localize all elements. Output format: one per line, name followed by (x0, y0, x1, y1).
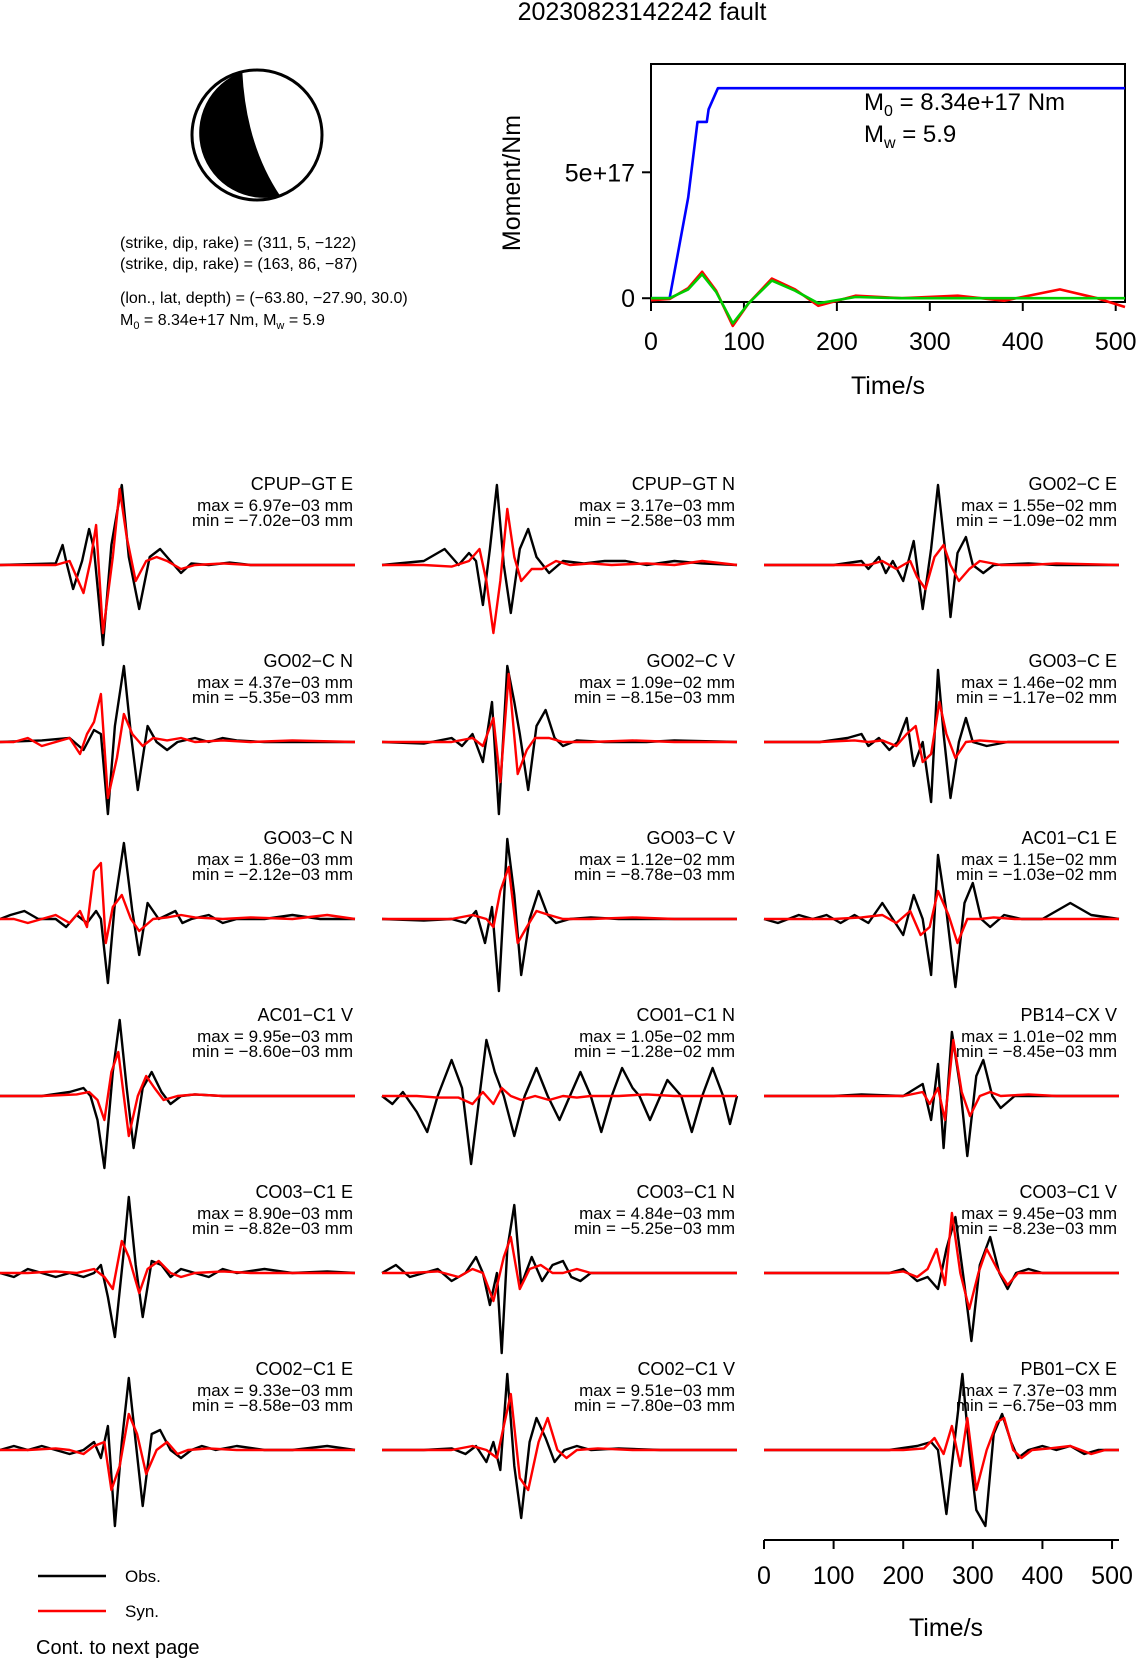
nodal-plane-2: (strike, dip, rake) = (163, 86, −87) (120, 256, 358, 273)
legend-syn-label: Syn. (125, 1602, 160, 1621)
station-max: max = 1.05e−02 mm (579, 1027, 735, 1046)
synthetic-waveform (0, 1241, 355, 1293)
mechanism-info (120, 235, 408, 332)
station-min: min = −2.58e−03 mm (573, 511, 735, 530)
waveform-panel (0, 1359, 355, 1526)
waveform-panel (382, 474, 737, 633)
nodal-plane-1: (strike, dip, rake) = (311, 5, −122) (120, 235, 357, 252)
station-min: min = −8.58e−03 mm (191, 1396, 353, 1415)
station-max: max = 9.51e−03 mm (579, 1381, 735, 1400)
waveform-panel (764, 474, 1119, 617)
waveform-panel (382, 1359, 737, 1518)
station-name: CO03−C1 E (255, 1182, 353, 1202)
time-axis-tick-label: 400 (1021, 1562, 1064, 1590)
station-max: max = 9.33e−03 mm (197, 1381, 353, 1400)
station-max: max = 1.01e−02 mm (961, 1027, 1117, 1046)
waveform-panel (764, 651, 1119, 802)
synthetic-waveform (764, 702, 1119, 762)
moment-rate-fit-line (651, 274, 1125, 323)
station-max: max = 1.09e−02 mm (579, 673, 735, 692)
waveform-legend (38, 1567, 161, 1621)
station-min: min = −8.45e−03 mm (955, 1042, 1117, 1061)
station-max: max = 9.95e−03 mm (197, 1027, 353, 1046)
moment-xtick-label: 500 (1094, 328, 1137, 356)
moment-plot-xlabel: Time/s (850, 372, 926, 400)
waveform-panel (764, 828, 1119, 987)
waveform-panel (382, 828, 737, 991)
station-min: min = −5.35e−03 mm (191, 688, 353, 707)
waveform-panel (0, 474, 355, 645)
moment-xtick-label: 0 (644, 328, 658, 356)
station-name: CPUP−GT N (631, 474, 735, 494)
waveform-time-axis (757, 1540, 1133, 1590)
station-name: GO03−C N (263, 828, 353, 848)
station-min: min = −7.02e−03 mm (191, 511, 353, 530)
waveform-grid (0, 474, 1119, 1526)
station-min: min = −1.28e−02 mm (573, 1042, 735, 1061)
station-max: max = 7.37e−03 mm (961, 1381, 1117, 1400)
moment-plot-mw-annotation: $M_w = 5.9$ (864, 121, 957, 152)
focal-mechanism-beachball (192, 70, 322, 200)
station-name: CO01−C1 N (636, 1005, 735, 1025)
station-min: min = −1.09e−02 mm (955, 511, 1117, 530)
station-max: max = 1.12e−02 mm (579, 850, 735, 869)
moment-ytick-label: 0 (621, 285, 635, 314)
moment-plot (498, 64, 1137, 400)
station-max: max = 4.37e−03 mm (197, 673, 353, 692)
waveform-panel (0, 828, 355, 983)
station-name: PB14−CX V (1020, 1005, 1117, 1025)
station-max: max = 8.90e−03 mm (197, 1204, 353, 1223)
waveform-panel (764, 1359, 1119, 1526)
moment-ytick-label: 5e+17 (564, 159, 635, 188)
station-min: min = −8.60e−03 mm (191, 1042, 353, 1061)
station-name: GO02−C N (263, 651, 353, 671)
station-max: max = 9.45e−03 mm (961, 1204, 1117, 1223)
moment-plot-ylabel: Moment/Nm (498, 114, 526, 252)
station-name: CO03−C1 V (1019, 1182, 1117, 1202)
station-name: GO03−C V (646, 828, 735, 848)
time-axis-tick-label: 300 (951, 1562, 994, 1590)
time-axis-tick-label: 200 (882, 1562, 925, 1590)
waveform-panel (0, 1005, 355, 1168)
station-min: min = −8.78e−03 mm (573, 865, 735, 884)
legend-obs-label: Obs. (125, 1567, 161, 1586)
station-name: CPUP−GT E (250, 474, 353, 494)
station-min: min = −8.23e−03 mm (955, 1219, 1117, 1238)
station-max: max = 6.97e−03 mm (197, 496, 353, 515)
station-max: max = 1.15e−02 mm (961, 850, 1117, 869)
station-name: AC01−C1 V (257, 1005, 353, 1025)
time-axis-tick-label: 0 (757, 1562, 771, 1590)
station-name: GO03−C E (1028, 651, 1117, 671)
waveform-panel (0, 1182, 355, 1337)
station-max: max = 1.86e−03 mm (197, 850, 353, 869)
moment-plot-m0-annotation: $M_0 = 8.34e+17$ Nm (864, 89, 1066, 120)
moment-xtick-label: 100 (723, 328, 765, 356)
waveform-panel (382, 651, 737, 814)
station-name: PB01−CX E (1020, 1359, 1117, 1379)
station-name: CO02−C1 E (255, 1359, 353, 1379)
waveform-time-axis-label: Time/s (908, 1614, 984, 1642)
waveform-panel (382, 1182, 737, 1353)
moment-xtick-label: 300 (908, 328, 951, 356)
station-min: min = −5.25e−03 mm (573, 1219, 735, 1238)
synthetic-waveform (764, 545, 1119, 589)
synthetic-waveform (0, 694, 355, 798)
waveform-panel (764, 1005, 1119, 1156)
station-min: min = −6.75e−03 mm (955, 1396, 1117, 1415)
moment-magnitude-summary: $M_0 = 8.34e+17$ Nm, $M_w = 5.9$ (120, 312, 325, 332)
station-name: GO02−C E (1028, 474, 1117, 494)
station-max: max = 1.46e−02 mm (961, 673, 1117, 692)
station-name: CO02−C1 V (637, 1359, 735, 1379)
station-min: min = −8.15e−03 mm (573, 688, 735, 707)
moment-xtick-label: 200 (816, 328, 858, 356)
station-min: min = −7.80e−03 mm (573, 1396, 735, 1415)
moment-plot-series (651, 88, 1125, 326)
station-min: min = −1.03e−02 mm (955, 865, 1117, 884)
waveform-panel (382, 1005, 737, 1164)
station-max: max = 4.84e−03 mm (579, 1204, 735, 1223)
figure-title: 20230823142242 fault (517, 0, 767, 26)
station-min: min = −1.17e−02 mm (955, 688, 1117, 707)
station-name: GO02−C V (646, 651, 735, 671)
hypocenter-location: (lon., lat, depth) = (−63.80, −27.90, 30.0) (120, 290, 408, 307)
station-min: min = −2.12e−03 mm (191, 865, 353, 884)
time-axis-tick-label: 500 (1091, 1562, 1133, 1590)
station-max: max = 3.17e−03 mm (579, 496, 735, 515)
waveform-panel (0, 651, 355, 814)
station-max: max = 1.55e−02 mm (961, 496, 1117, 515)
station-name: AC01−C1 E (1021, 828, 1117, 848)
synthetic-waveform (0, 1414, 355, 1490)
continued-note: Cont. to next page (36, 1637, 200, 1659)
waveform-panel (764, 1182, 1119, 1341)
time-axis-tick-label: 100 (812, 1562, 855, 1590)
station-min: min = −8.82e−03 mm (191, 1219, 353, 1238)
moment-xtick-label: 400 (1001, 328, 1044, 356)
station-name: CO03−C1 N (636, 1182, 735, 1202)
